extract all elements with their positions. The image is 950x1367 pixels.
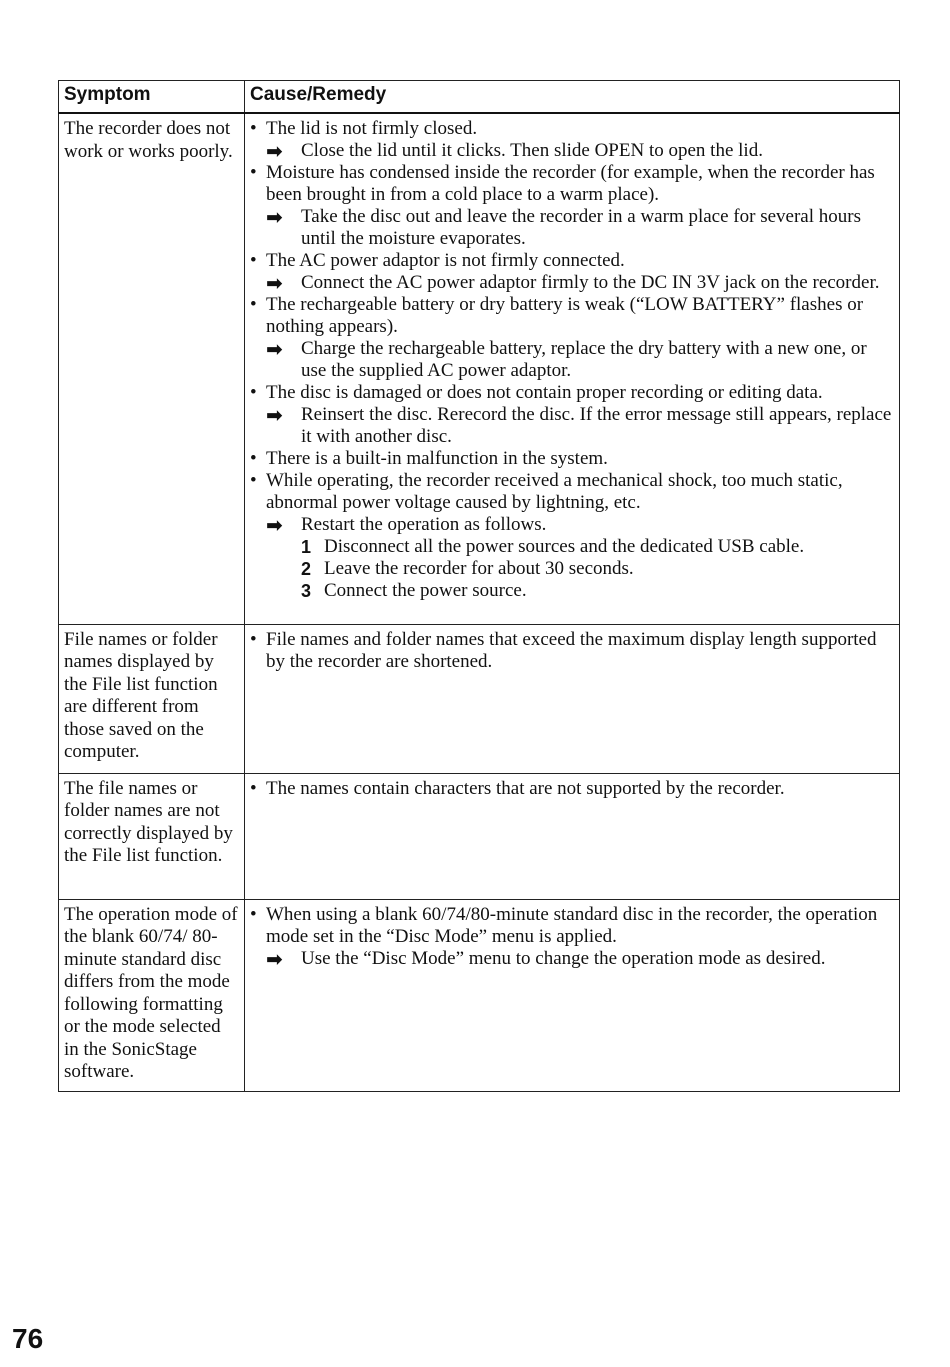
step-text: Connect the power source.: [324, 580, 527, 601]
remedy-text: Reinsert the disc. Rerecord the disc. If the error message still appears, replace it with another disc.: [301, 404, 892, 447]
step-number: 2: [301, 559, 312, 579]
right-arrow-icon: ➡: [266, 337, 283, 361]
table-row: [59, 624, 900, 773]
remedy-item: [250, 140, 894, 162]
remedy-text: Close the lid until it clicks. Then slide OPEN to open the lid.: [301, 140, 763, 161]
step-text: Disconnect all the power sources and the dedicated USB cable.: [324, 536, 805, 557]
remedy-item: [250, 338, 894, 382]
cause-text: There is a built-in malfunction in the system.: [266, 448, 608, 469]
cause-item: [250, 250, 894, 272]
cause-text: The AC power adaptor is not firmly connected.: [266, 250, 625, 271]
step-item: [250, 536, 894, 558]
bullet: •: [250, 470, 257, 491]
cause-remedy-cell: [245, 773, 900, 899]
right-arrow-icon: ➡: [266, 946, 283, 971]
cause-item: [250, 904, 894, 948]
remedy-item: [250, 404, 894, 448]
step-number: 3: [301, 581, 312, 601]
symptom-cell: The recorder does not work or works poorly.: [59, 113, 245, 624]
cause-item: [250, 470, 894, 514]
cause-item: [250, 629, 894, 673]
bullet: •: [250, 250, 257, 271]
cause-text: The names contain characters that are not supported by the recorder.: [266, 777, 785, 799]
right-arrow-icon: ➡: [266, 205, 283, 229]
bullet: •: [250, 448, 257, 469]
step-text: Leave the recorder for about 30 seconds.: [324, 558, 634, 579]
cause-remedy-cell: [245, 113, 900, 624]
bullet: •: [250, 294, 257, 315]
bullet: •: [250, 903, 257, 925]
cause-text: While operating, the recorder received a mechanical shock, too much static, abnormal power voltage caused by lightning, etc.: [266, 470, 843, 513]
cause-item: [250, 382, 894, 404]
cause-text: The disc is damaged or does not contain proper recording or editing data.: [266, 382, 823, 403]
cause-remedy-header: Cause/Remedy: [245, 81, 900, 114]
remedy-text: Connect the AC power adaptor firmly to the DC IN 3V jack on the recorder.: [301, 272, 880, 293]
remedy-item: [250, 272, 894, 294]
table-header-row: [59, 81, 900, 114]
remedy-text: Charge the rechargeable battery, replace the dry battery with a new one, or use the supplied AC power adaptor.: [301, 338, 867, 381]
remedy-text: Restart the operation as follows.: [301, 514, 547, 535]
symptom-header: Symptom: [59, 81, 245, 114]
cause-text: Moisture has condensed inside the recorder (for example, when the recorder has been brought in from a cold place to a warm place).: [266, 162, 875, 205]
remedy-item: [250, 206, 894, 250]
table-row: [59, 113, 900, 624]
right-arrow-icon: ➡: [266, 403, 283, 427]
step-item: [250, 580, 894, 602]
right-arrow-icon: ➡: [266, 513, 283, 537]
cause-text: The rechargeable battery or dry battery is weak (“LOW BATTERY” flashes or nothing appears).: [266, 294, 864, 337]
cause-item: [250, 118, 894, 140]
cause-text: File names and folder names that exceed the maximum display length supported by the recorder are shortened.: [266, 628, 877, 672]
cause-remedy-cell: [245, 624, 900, 773]
troubleshooting-table: [58, 80, 900, 1092]
remedy-text: Take the disc out and leave the recorder in a warm place for several hours until the moisture evaporates.: [301, 206, 861, 249]
table-row: [59, 899, 900, 1091]
bullet: •: [250, 162, 257, 183]
symptom-cell: The operation mode of the blank 60/74/ 80-minute standard disc differs from the mode following formatting or the mode selected in the SonicStage software.: [59, 899, 245, 1091]
cause-text: When using a blank 60/74/80-minute standard disc in the recorder, the operation mode set in the “Disc Mode” menu is applied.: [266, 903, 878, 947]
right-arrow-icon: ➡: [266, 271, 283, 295]
remedy-item: [250, 948, 894, 970]
symptom-cell: File names or folder names displayed by the File list function are different from those saved on the computer.: [59, 624, 245, 773]
bullet: •: [250, 777, 257, 799]
bullet: •: [250, 118, 257, 139]
cause-text: The lid is not firmly closed.: [266, 118, 478, 139]
cause-item: [250, 162, 894, 206]
step-number: 1: [301, 537, 312, 557]
cause-item: [250, 294, 894, 338]
table-row: [59, 773, 900, 899]
bullet: •: [250, 628, 257, 650]
symptom-cell: The file names or folder names are not correctly displayed by the File list function.: [59, 773, 245, 899]
bullet: •: [250, 382, 257, 403]
cause-item: [250, 778, 894, 800]
right-arrow-icon: ➡: [266, 139, 283, 163]
remedy-item: [250, 514, 894, 536]
cause-remedy-cell: [245, 899, 900, 1091]
page-number: 76: [12, 1323, 44, 1354]
remedy-text: Use the “Disc Mode” menu to change the operation mode as desired.: [301, 947, 826, 969]
cause-item: [250, 448, 894, 470]
step-item: [250, 558, 894, 580]
